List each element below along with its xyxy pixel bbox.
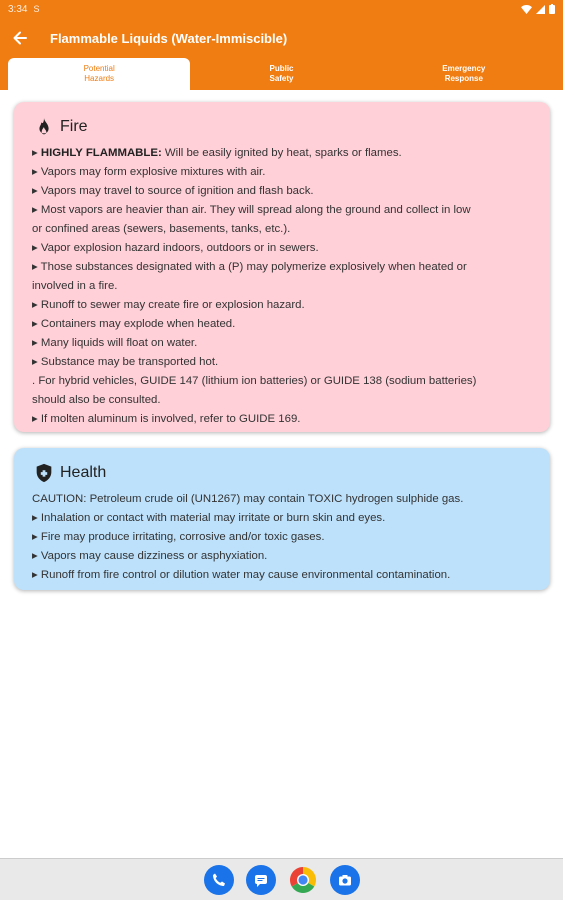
back-button[interactable] xyxy=(0,18,40,58)
list-item: ▸ Many liquids will float on water. xyxy=(32,337,198,349)
health-card-header xyxy=(32,458,536,488)
list-item: CAUTION: Petroleum crude oil (UN1267) may contain TOXIC hydrogen sulphide gas. xyxy=(32,493,464,505)
fire-hazard-list xyxy=(32,144,536,429)
list-item: ▸ HIGHLY FLAMMABLE: Will be easily ignited by heat, sparks or flames. xyxy=(32,147,402,159)
health-card xyxy=(14,448,550,590)
app-bar xyxy=(0,18,563,58)
messages-icon[interactable] xyxy=(246,865,276,895)
list-item: ▸ If molten aluminum is involved, refer to GUIDE 169. xyxy=(32,413,301,425)
tab-public-safety[interactable]: Public Safety xyxy=(269,64,294,83)
page-title: Flammable Liquids (Water-Immiscible) xyxy=(50,30,288,46)
app-dock xyxy=(0,858,563,900)
shield-icon xyxy=(32,461,56,485)
list-item: ▸ Most vapors are heavier than air. They will spread along the ground and collect in low xyxy=(32,204,471,216)
health-hazard-list xyxy=(32,490,536,585)
list-item: ▸ Vapor explosion hazard indoors, outdoors or in sewers. xyxy=(32,242,319,254)
status-bar xyxy=(0,0,563,18)
list-item: or confined areas (sewers, basements, tanks, etc.). xyxy=(32,223,291,235)
camera-icon[interactable] xyxy=(330,865,360,895)
notification-icon: S xyxy=(33,4,40,14)
highly-flammable-text: Will be easily ignited by heat, sparks or flames. xyxy=(161,147,402,159)
list-item: ▸ Those substances designated with a (P) may polymerize explosively when heated or xyxy=(32,261,467,273)
status-time: 3:34 xyxy=(8,3,28,15)
phone-icon[interactable] xyxy=(204,865,234,895)
list-item: . For hybrid vehicles, GUIDE 147 (lithium ion batteries) or GUIDE 138 (sodium batteries) xyxy=(32,375,477,387)
list-item: ▸ Fire may produce irritating, corrosive and/or toxic gases. xyxy=(32,531,325,543)
battery-icon xyxy=(549,4,555,14)
list-item: ▸ Vapors may travel to source of ignition and flash back. xyxy=(32,185,314,197)
list-item: involved in a fire. xyxy=(32,280,118,292)
fire-card xyxy=(14,102,550,432)
highly-flammable-label: HIGHLY FLAMMABLE: xyxy=(40,147,162,159)
list-item: ▸ Vapors may cause dizziness or asphyxiation. xyxy=(32,550,268,562)
flame-icon xyxy=(32,115,56,139)
list-item: ▸ Runoff from fire control or dilution water may cause environmental contamination. xyxy=(32,569,451,581)
list-item: ▸ Substance may be transported hot. xyxy=(32,356,219,368)
list-item: ▸ Vapors may form explosive mixtures with air. xyxy=(32,166,266,178)
fire-card-header xyxy=(32,112,536,142)
wifi-icon xyxy=(521,5,532,14)
fire-card-title: Fire xyxy=(60,118,88,135)
health-card-title: Health xyxy=(60,464,107,481)
tab-bar xyxy=(0,58,563,90)
arrow-left-icon xyxy=(13,31,27,45)
list-item: should also be consulted. xyxy=(32,394,161,406)
chrome-icon[interactable] xyxy=(288,865,318,895)
signal-icon xyxy=(536,5,545,14)
list-item: ▸ Inhalation or contact with material may irritate or burn skin and eyes. xyxy=(32,512,386,524)
tab-emergency-response[interactable]: Emergency Response xyxy=(442,64,486,83)
list-item: ▸ Runoff to sewer may create fire or explosion hazard. xyxy=(32,299,305,311)
list-item: ▸ Containers may explode when heated. xyxy=(32,318,236,330)
tab-potential-hazards[interactable]: Potential Hazards xyxy=(8,58,190,90)
